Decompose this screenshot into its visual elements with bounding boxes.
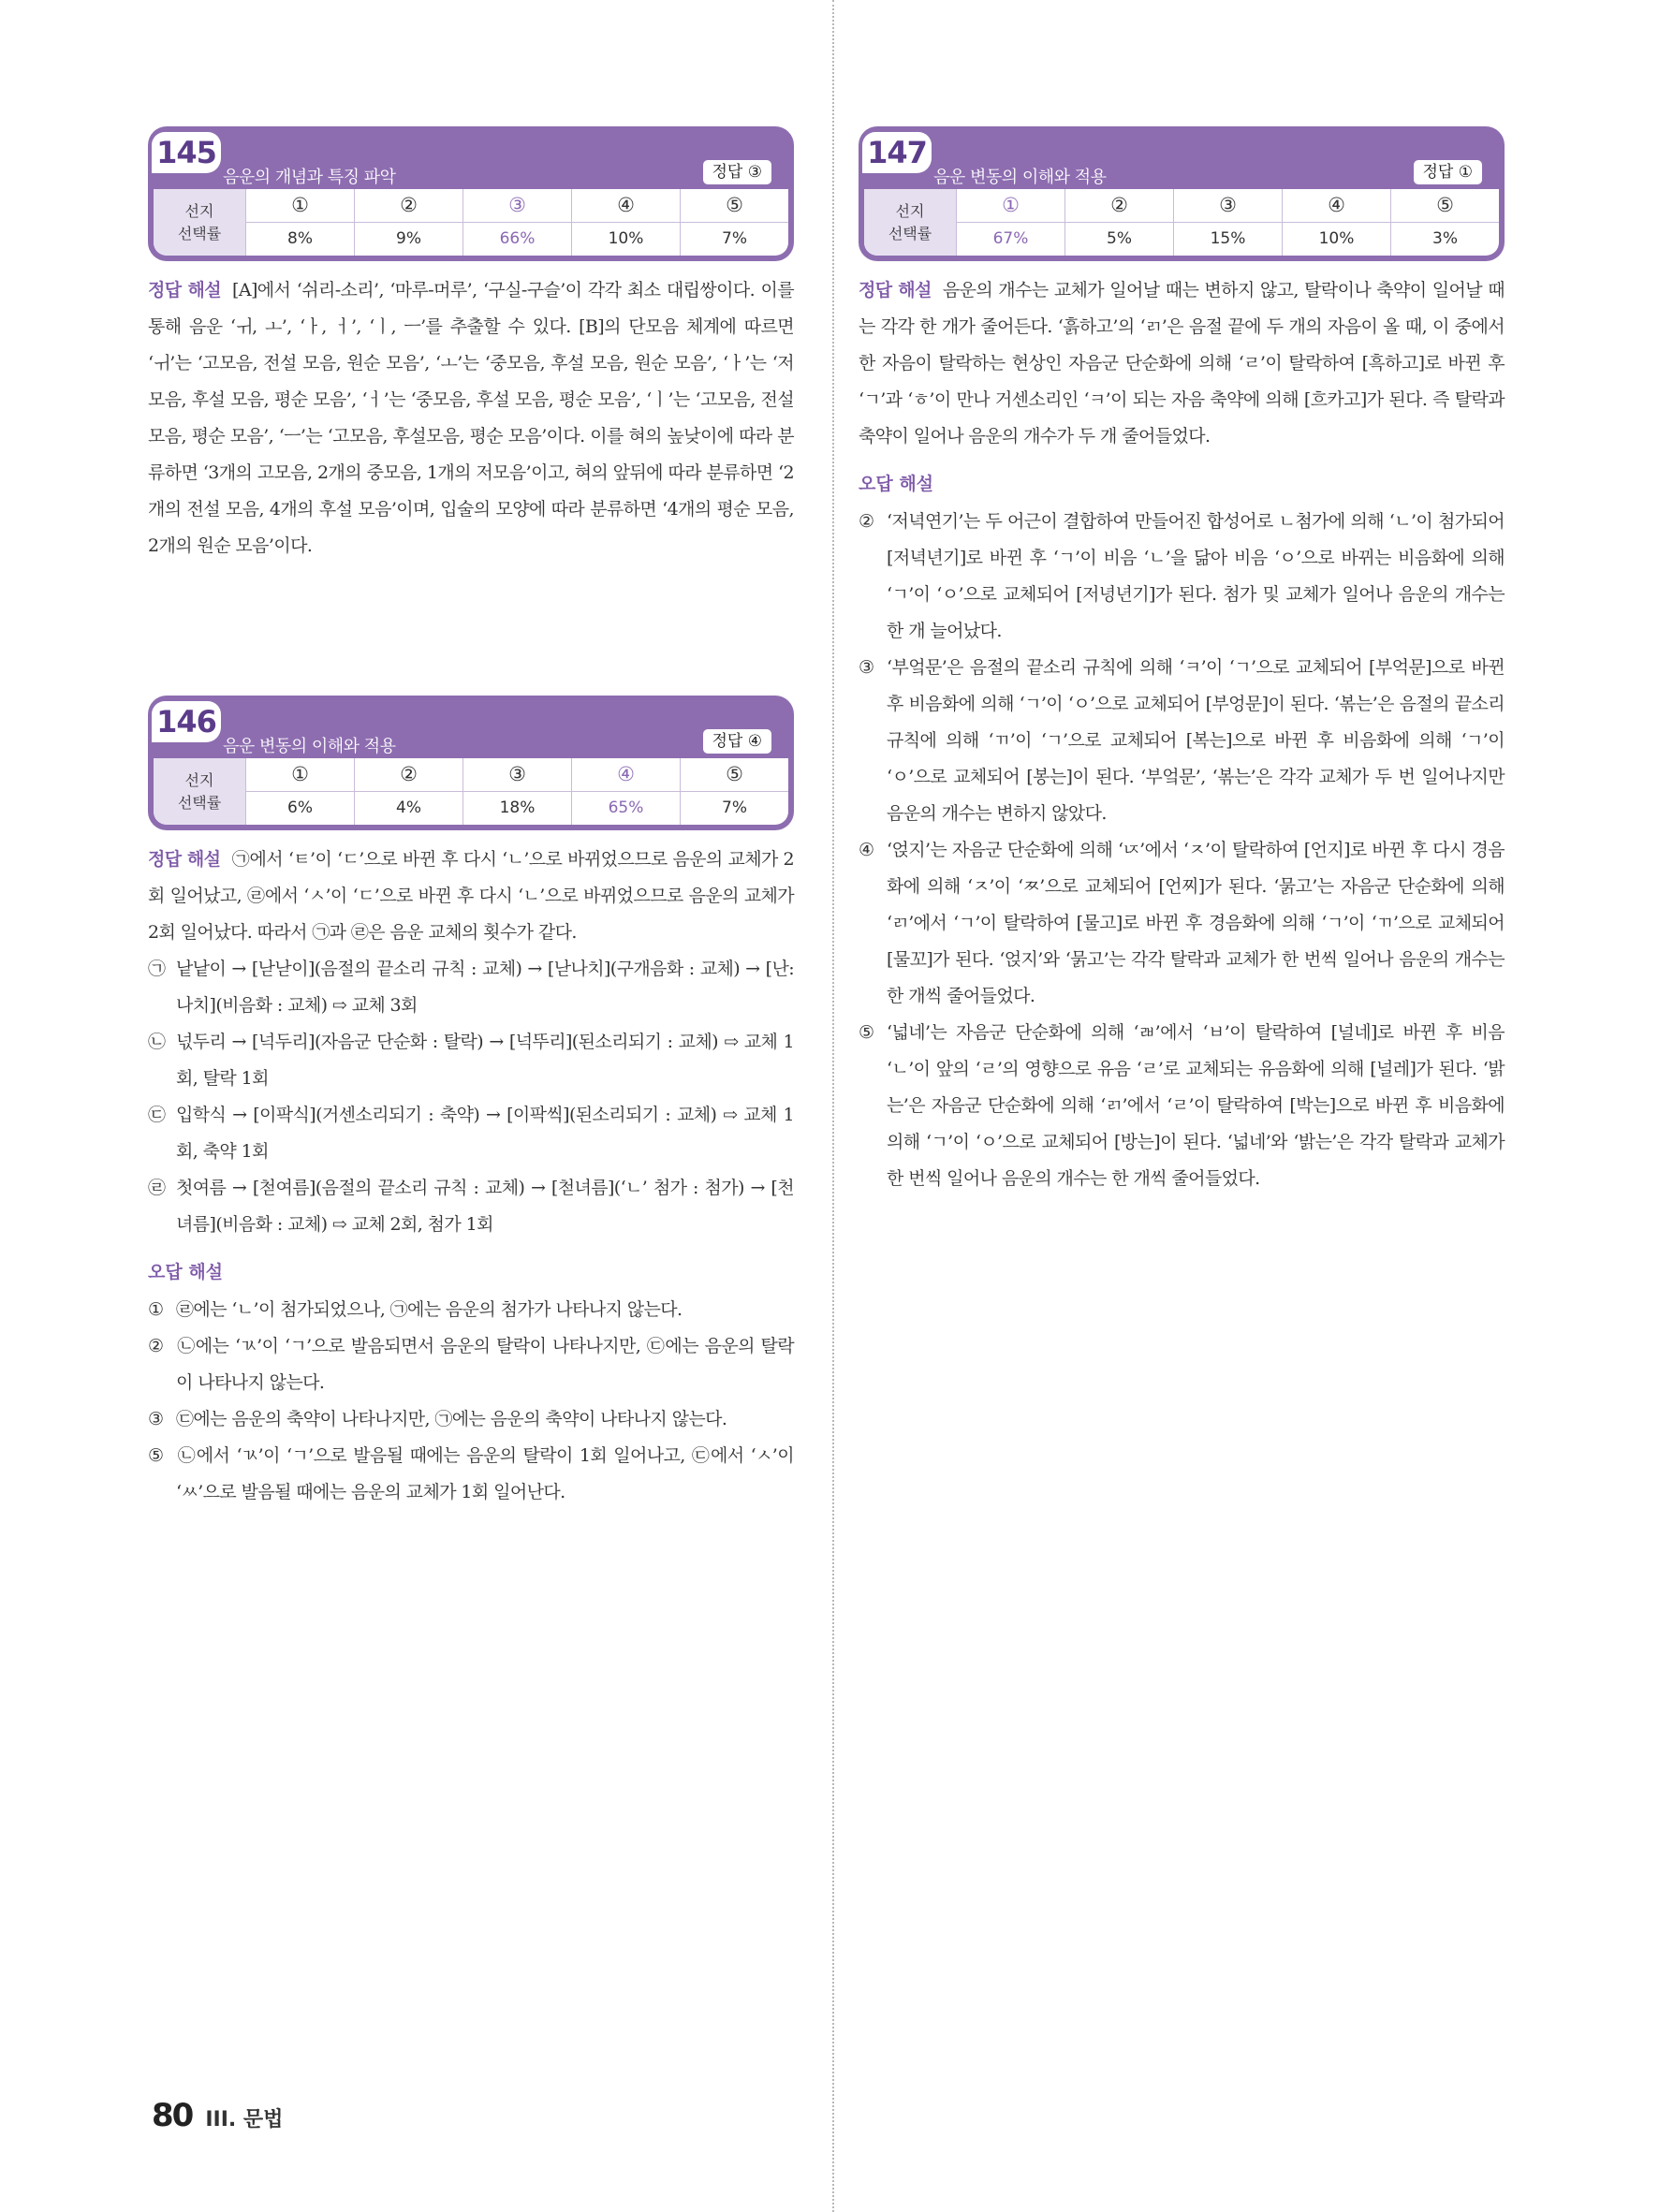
item-text: ㉡에서 ‘ㄳ’이 ‘ㄱ’으로 발음될 때에는 음운의 탈락이 1회 일어나고, ㉢에서 ‘ㅅ’이 ‘ㅆ’으로 발음될 때에는 음운의 교체가 1회 일어난다. (176, 1445, 794, 1502)
item-mark: ⑤ (148, 1445, 164, 1466)
rate-cell-correct: 67% (956, 223, 1064, 256)
derivation-step (148, 951, 794, 1024)
page-number: 80 (152, 2097, 193, 2134)
choice-cell: ⑤ (680, 189, 788, 223)
choice-cell: ② (354, 758, 462, 792)
rate-cell-correct: 65% (571, 792, 680, 826)
rate-cell: 6% (245, 792, 354, 826)
correct-label: 정답 해설 (148, 280, 222, 300)
item-mark: ⑤ (859, 1022, 874, 1043)
wrong-item (859, 1015, 1505, 1197)
rate-cell: 7% (680, 792, 788, 826)
item-text: ‘넓네’는 자음군 단순화에 의해 ‘ㄼ’에서 ‘ㅂ’이 탈락하여 [널네]로 바뀐 후 비음 ‘ㄴ’이 앞의 ‘ㄹ’의 영향으로 유음 ‘ㄹ’로 교체되는 유음화에 의해 [널레]가 된다. ‘밝는’은 자음군 단순화에 의해 ‘ㄺ’에서 ‘ㄹ’이 탈락하여 [박는]으로 바뀐 후 비음화에 의해 ‘ㄱ’이 ‘ㅇ’으로 교체되어 [방는]이 된다. ‘넓네’와 ‘밝는’은 각각 탈락과 교체가 한 번씩 일어나 음운의 개수는 한 개씩 줄어들었다. (887, 1022, 1505, 1189)
wrong-item (148, 1292, 794, 1328)
step-text: 넋두리 → [넉두리](자음군 단순화 : 탈락) → [넉뚜리](된소리되기 : 교체) ⇨ 교체 1회, 탈락 1회 (176, 1032, 794, 1089)
step-mark: ㉣ (148, 1178, 166, 1198)
step-mark: ㉡ (148, 1032, 166, 1052)
correct-label: 정답 해설 (859, 280, 932, 300)
wrong-item (148, 1328, 794, 1401)
choices-label: 선지 (184, 770, 214, 789)
choice-cell-correct: ④ (571, 758, 680, 792)
rate-cell: 5% (1064, 223, 1173, 256)
rate-cell: 9% (354, 223, 462, 256)
choices-label: 선지 (895, 201, 925, 220)
correct-text: [A]에서 ‘쉬리-소리’, ‘마루-머루’, ‘구실-구슬’이 각각 최소 대립쌍이다. 이를 통해 음운 ‘ㅟ, ㅗ’, ‘ㅏ, ㅓ’, ‘ㅣ, ㅡ’를 추출할 수 있다. [B]의 단모음 체계에 따르면 ‘ㅟ’는 ‘고모음, 전설 모음, 원순 모음’, ‘ㅗ’는 ‘중모음, 후설 모음, 원순 모음’, ‘ㅏ’는 ‘저모음, 후설 모음, 평순 모음’, ‘ㅓ’는 ‘중모음, 후설 모음, 평순 모음’, ‘ㅣ’는 ‘고모음, 전설 모음, 평순 모음’, ‘ㅡ’는 ‘고모음, 후설모음, 평순 모음’이다. 이를 혀의 높낮이에 따라 분류하면 ‘3개의 고모음, 2개의 중모음, 1개의 저모음’이고, 혀의 앞뒤에 따라 분류하면 ‘2개의 전설 모음, 4개의 후설 모음’이며, 입술의 모양에 따라 분류하면 ‘4개의 평순 모음, 2개의 원순 모음’이다. (148, 280, 794, 556)
explanation (148, 272, 794, 564)
chapter-title: III. 문법 (205, 2108, 284, 2131)
step-text: 입학식 → [이팍식](거센소리되기 : 축약) → [이팍씩](된소리되기 : 교체) ⇨ 교체 1회, 축약 1회 (176, 1105, 794, 1162)
correct-text: 음운의 개수는 교체가 일어날 때는 변하지 않고, 탈락이나 축약이 일어날 때는 각각 한 개가 줄어든다. ‘흙하고’의 ‘ㄺ’은 음절 끝에 두 개의 자음이 올 때, 이 중에서 한 자음이 탈락하는 현상인 자음군 단순화에 의해 ‘ㄹ’이 탈락하여 [흑하고]로 바뀐 후 ‘ㄱ’과 ‘ㅎ’이 만나 거센소리인 ‘ㅋ’이 되는 자음 축약에 의해 [흐카고]가 된다. 즉 탈락과 축약이 일어나 음운의 개수가 두 개 줄어들었다. (859, 280, 1505, 447)
choice-cell: ⑤ (1390, 189, 1499, 223)
answer-badge: 정답 ③ (703, 160, 772, 184)
question-header (148, 126, 794, 261)
correct-explanation (859, 272, 1505, 455)
choices-label: 선지 (184, 201, 214, 220)
correct-explanation (148, 272, 794, 564)
correct-label: 정답 해설 (148, 849, 221, 870)
choice-rate-table (864, 189, 1499, 256)
choice-cell: ⑤ (680, 758, 788, 792)
item-mark: ③ (859, 657, 874, 678)
question-title: 음운 변동의 이해와 적용 (223, 737, 396, 756)
rate-cell: 18% (462, 792, 571, 826)
item-mark: ② (148, 1336, 164, 1356)
item-text: ㉢에는 음운의 축약이 나타나지만, ㉠에는 음운의 축약이 나타나지 않는다. (176, 1409, 727, 1429)
wrong-item (148, 1401, 794, 1438)
rate-cell: 7% (680, 223, 788, 256)
table-row-header (154, 758, 245, 825)
item-mark: ② (859, 511, 874, 532)
question-number: 147 (862, 132, 932, 173)
explanation (859, 272, 1505, 1197)
page-footer (152, 2097, 283, 2134)
explanation (148, 842, 794, 1511)
correct-text: ㉠에서 ‘ㅌ’이 ‘ㄷ’으로 바뀐 후 다시 ‘ㄴ’으로 바뀌었으므로 음운의 교체가 2회 일어났고, ㉣에서 ‘ㅅ’이 ‘ㄷ’으로 바뀐 후 다시 ‘ㄴ’으로 바뀌었으므로 음운의 교체가 2회 일어났다. 따라서 ㉠과 ㉣은 음운 교체의 횟수가 같다. (148, 849, 795, 943)
table-row-header (864, 189, 956, 256)
answer-badge: 정답 ④ (703, 729, 772, 754)
item-text: ‘부엌문’은 음절의 끝소리 규칙에 의해 ‘ㅋ’이 ‘ㄱ’으로 교체되어 [부억문]으로 바뀐 후 비음화에 의해 ‘ㄱ’이 ‘ㅇ’으로 교체되어 [부엉문]이 된다. ‘볶는’은 음절의 끝소리 규칙에 의해 ‘ㄲ’이 ‘ㄱ’으로 교체되어 [복는]으로 바뀐 후 비음화에 의해 ‘ㄱ’이 ‘ㅇ’으로 교체되어 [봉는]이 된다. ‘부엌문’, ‘볶는’은 각각 교체가 두 번 일어나지만 음운의 개수는 변하지 않았다. (887, 657, 1505, 824)
rates-label: 선택률 (177, 224, 222, 242)
item-text: ‘저녁연기’는 두 어근이 결합하여 만들어진 합성어로 ㄴ첨가에 의해 ‘ㄴ’이 첨가되어 [저녁년기]로 바뀐 후 ‘ㄱ’이 비음 ‘ㄴ’을 닮아 비음 ‘ㅇ’으로 바뀌는 비음화에 의해 ‘ㄱ’이 ‘ㅇ’으로 교체되어 [저녕년기]가 된다. 첨가 및 교체가 일어나 음운의 개수는 한 개 늘어났다. (887, 511, 1505, 641)
rates-label: 선택률 (177, 793, 222, 812)
question-title: 음운 변동의 이해와 적용 (933, 168, 1107, 187)
wrong-item (859, 504, 1505, 650)
choice-cell-correct: ③ (462, 189, 571, 223)
wrong-label: 오답 해설 (859, 474, 934, 494)
choice-cell-correct: ① (956, 189, 1064, 223)
step-text: 첫여름 → [첟여름](음절의 끝소리 규칙 : 교체) → [첟녀름](‘ㄴ’ 첨가 : 첨가) → [천녀름](비음화 : 교체) ⇨ 교체 2회, 첨가 1회 (176, 1178, 794, 1235)
rate-cell: 10% (571, 223, 680, 256)
step-text: 낱낱이 → [낟낟이](음절의 끝소리 규칙 : 교체) → [낟나치](구개음화 : 교체) → [난:나치](비음화 : 교체) ⇨ 교체 3회 (176, 959, 794, 1016)
step-mark: ㉢ (148, 1105, 166, 1125)
rate-cell: 3% (1390, 223, 1499, 256)
column-divider (832, 0, 834, 2212)
rate-cell-correct: 66% (462, 223, 571, 256)
choice-rate-table (154, 189, 788, 256)
derivation-step (148, 1097, 794, 1170)
question-number: 145 (152, 132, 221, 173)
choice-cell: ③ (462, 758, 571, 792)
rate-cell: 8% (245, 223, 354, 256)
choice-cell: ① (245, 758, 354, 792)
wrong-item (148, 1438, 794, 1511)
derivation-step (148, 1024, 794, 1097)
choice-cell: ① (245, 189, 354, 223)
wrong-item (859, 650, 1505, 832)
question-number: 146 (152, 701, 221, 742)
item-mark: ④ (859, 840, 874, 860)
choice-cell: ③ (1173, 189, 1282, 223)
rates-label: 선택률 (888, 224, 932, 242)
wrong-item (859, 832, 1505, 1015)
answer-badge: 정답 ① (1414, 160, 1483, 184)
question-146-block (148, 696, 794, 1511)
choice-cell: ④ (571, 189, 680, 223)
rate-cell: 10% (1282, 223, 1390, 256)
item-text: ㉣에는 ‘ㄴ’이 첨가되었으나, ㉠에는 음운의 첨가가 나타나지 않는다. (176, 1299, 683, 1320)
item-text: ㉡에는 ‘ㄳ’이 ‘ㄱ’으로 발음되면서 음운의 탈락이 나타나지만, ㉢에는 음운의 탈락이 나타나지 않는다. (176, 1336, 794, 1393)
derivation-step (148, 1170, 794, 1243)
question-header (148, 696, 794, 830)
item-text: ‘얹지’는 자음군 단순화에 의해 ‘ㄵ’에서 ‘ㅈ’이 탈락하여 [언지]로 바뀐 후 다시 경음화에 의해 ‘ㅈ’이 ‘ㅉ’으로 교체되어 [언찌]가 된다. ‘묽고’는 자음군 단순화에 의해 ‘ㄺ’에서 ‘ㄱ’이 탈락하여 [물고]로 바뀐 후 경음화에 의해 ‘ㄱ’이 ‘ㄲ’으로 교체되어 [물꼬]가 된다. ‘얹지’와 ‘묽고’는 각각 탈락과 교체가 한 번씩 일어나 음운의 개수는 한 개씩 줄어들었다. (887, 840, 1505, 1006)
item-mark: ① (148, 1299, 164, 1320)
step-mark: ㉠ (148, 959, 166, 979)
choice-cell: ④ (1282, 189, 1390, 223)
choice-rate-table (154, 758, 788, 825)
table-row-header (154, 189, 245, 256)
choice-cell: ② (1064, 189, 1173, 223)
choice-cell: ② (354, 189, 462, 223)
wrong-label: 오답 해설 (148, 1262, 224, 1282)
item-mark: ③ (148, 1409, 164, 1429)
rate-cell: 15% (1173, 223, 1282, 256)
question-145-block (148, 126, 794, 564)
question-147-block (859, 126, 1505, 1197)
question-header (859, 126, 1505, 261)
rate-cell: 4% (354, 792, 462, 826)
correct-explanation (148, 842, 794, 951)
question-title: 음운의 개념과 특징 파악 (223, 168, 396, 187)
